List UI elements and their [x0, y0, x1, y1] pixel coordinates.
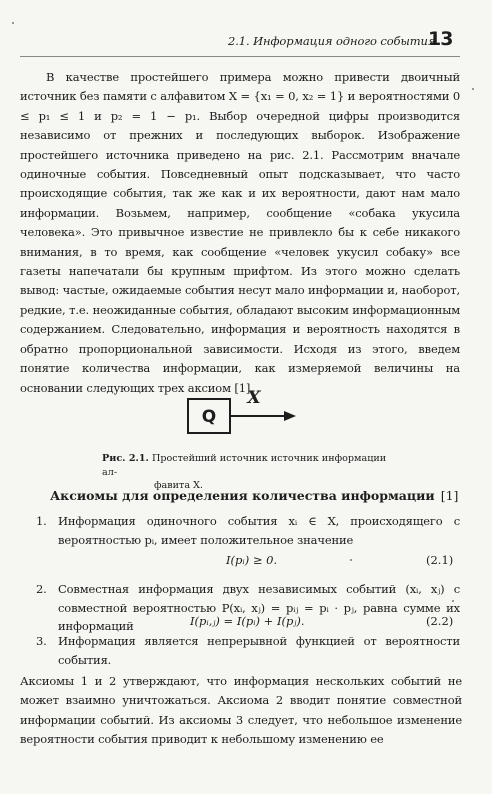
formula-2-2: I(pᵢ,ⱼ) = I(pᵢ) + I(pⱼ). [190, 614, 305, 628]
axiom-item-1 [36, 512, 460, 549]
header-rule [20, 56, 460, 57]
source-box-label: Q [201, 407, 217, 427]
axiom-text: Совместная информация двух независимых событий (xᵢ, xⱼ) с совместной вероятностью P(xᵢ, xⱼ) = pᵢⱼ = pᵢ · pⱼ, равна сумме их информаций [58, 582, 460, 633]
section-heading-text: Аксиомы для определения количества информации [50, 488, 435, 503]
equation-number-2-2: (2.2) [426, 614, 454, 628]
axiom-number: 2. [36, 582, 47, 596]
axiom-text: Информация одиночного события xᵢ ∈ X, происходящего с вероятностью pᵢ, имеет положительное значение [58, 514, 460, 547]
section-citation: [1] [440, 488, 459, 503]
axiom-number: 3. [36, 634, 47, 648]
scan-speck [472, 88, 474, 90]
axiom-text: Информация является непрерывной функцией от вероятности события. [58, 634, 460, 667]
formula-2-1: I(pᵢ) ≥ 0. [226, 553, 278, 567]
page-number: 13 [428, 28, 453, 50]
figure-source-diagram [186, 386, 306, 436]
axiom-number: 1. [36, 514, 47, 528]
axiom-item-3 [36, 632, 460, 669]
figure-caption [102, 452, 394, 493]
caption-text-line2: фавита X. [154, 480, 203, 491]
caption-text-line1: Простейший источник источник информации ал- [102, 453, 387, 478]
tail-paragraph: Аксиомы 1 и 2 утверждают, что информация нескольких событий не может взаимно уничтожаться. Аксиома 2 вводит понятие совместной информации событий. Из аксиомы 3 следует, что небольшое изменение вероятности события приводит к небольшому изменению ее [20, 674, 462, 747]
output-arrow-head [284, 411, 296, 421]
output-label: X [247, 388, 261, 408]
running-head-title: 2.1. Информация одного события [228, 34, 436, 48]
section-heading [50, 488, 459, 503]
equation-number-2-1: (2.1) [426, 553, 454, 567]
source-diagram-svg [186, 386, 306, 436]
scan-speck [12, 22, 14, 24]
caption-label: Рис. 2.1. [102, 453, 149, 464]
scan-speck [350, 559, 352, 561]
intro-paragraph: В качестве простейшего примера можно привести двоичный источник без памяти с алфавитом X = {x₁ = 0, x₂ = 1} и вероятностями 0 ≤ p₁ ≤ 1 и p₂ = 1 − p₁. Выбор очередной цифры производится независимо от прежних и последующих выборок. Изображение простейшего источника приведено на рис. 2.1. Рассмотрим вначале одиночные события. Повседневный опыт подсказывает, что часто происходящие события, так же как и их вероятности, дают нам мало информации. Возьмем, например, сообщение «собака укусила человека». Это привычное известие не привлекло бы к себе никакого внимания, в то время, как сообщение «человек укусил собаку» все газеты напечатали бы крупным шрифтом. Из этого можно сделать вывод: частые, ожидаемые события несут мало информации и, наоборот, редкие, т.е. неожиданные события, обладают высоким информационным содержанием. Следовательно, информация и вероятность находятся в обратно пропорциональной зависимости. Исходя из этого, введем понятие количества информации, как измеряемой величины на основании следующих трех аксиом [1]. [20, 70, 460, 395]
